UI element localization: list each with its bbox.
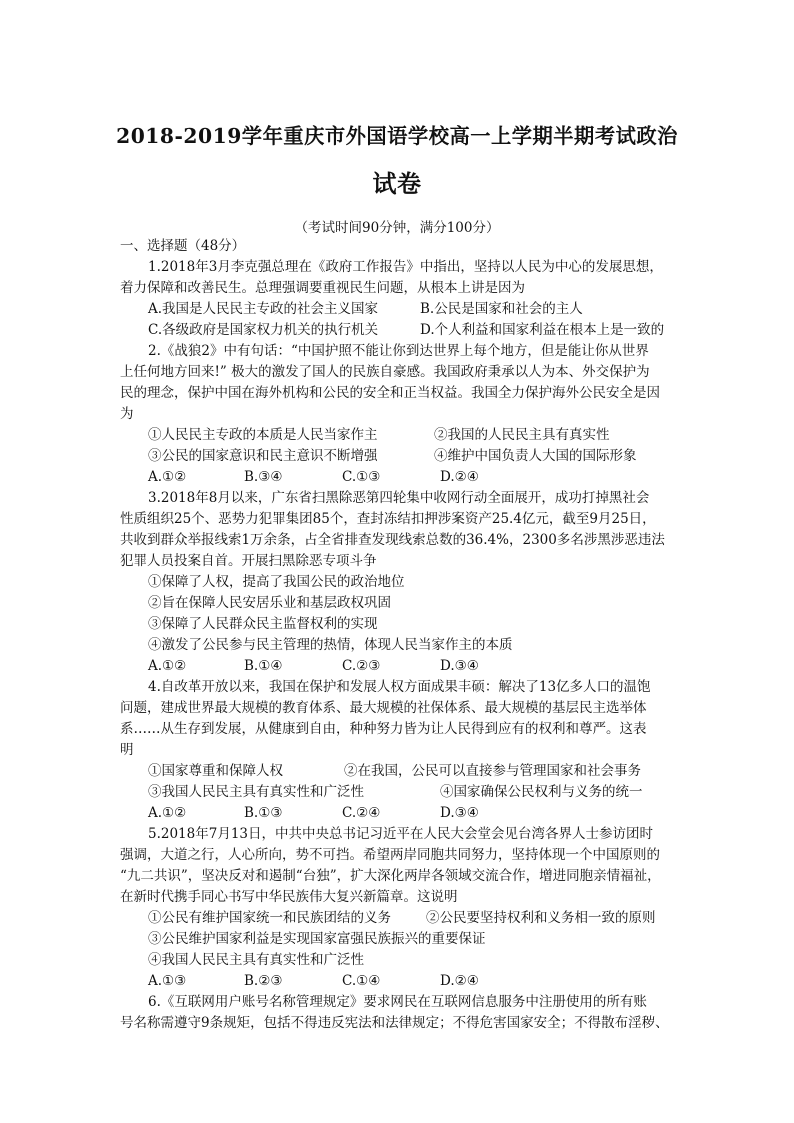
option-c: C.①④ xyxy=(342,973,381,989)
statement-3: ③我国人民民主具有真实性和广泛性 xyxy=(148,784,364,800)
statement-4: ④我国人民民主具有真实性和广泛性 xyxy=(148,952,364,968)
option-a: A.我国是人民民主专政的社会主义国家 xyxy=(148,301,379,317)
exam-subtitle: （考试时间90分钟，满分100分） xyxy=(294,220,500,236)
option-d: D.③④ xyxy=(440,805,479,821)
option-d: D.个人利益和国家利益在根本上是一致的 xyxy=(420,322,665,338)
option-b: B.公民是国家和社会的主人 xyxy=(420,301,583,317)
question-text: 上任何地方回来!” 极大的激发了国人的民族自豪感。我国政府秉承以人为本、外交保护为 xyxy=(120,364,650,380)
question-text: 着力保障和改善民生。总理强调要重视民生问题，从根本上讲是因为 xyxy=(120,280,525,296)
statement-2: ②在我国，公民可以直接参与管理国家和社会事务 xyxy=(344,763,641,779)
exam-title-line2: 试卷 xyxy=(372,169,422,198)
statement-4: ④激发了公民参与民主管理的热情，体现人民当家作主的本质 xyxy=(148,637,513,653)
question-text: 号名称需遵守9条规矩，包括不得违反宪法和法律规定；不得危害国家安全；不得散布淫秽、 xyxy=(120,1015,669,1031)
question-text: 强调，大道之行，人心所向，势不可挡。希望两岸同胞共同努力，坚持体现一个中国原则的 xyxy=(120,847,660,863)
question-text: 犯罪人员投案自首。开展扫黑除恶专项斗争 xyxy=(120,553,377,569)
option-d: D.②④ xyxy=(440,973,479,989)
question-text: 在新时代携手同心书写中华民族伟大复兴新篇章。这说明 xyxy=(120,889,458,905)
statement-1: ①人民民主专政的本质是人民当家作主 xyxy=(148,427,378,443)
statement-2: ②旨在保障人民安居乐业和基层政权巩固 xyxy=(148,595,391,611)
exam-title-line1: 2018-2019学年重庆市外国语学校高一上学期半期考试政治 xyxy=(116,124,678,148)
option-a: A.①② xyxy=(148,658,187,674)
option-d: D.②④ xyxy=(440,469,479,485)
question-text: 明 xyxy=(120,742,134,758)
statement-2: ②公民要坚持权利和义务相一致的原则 xyxy=(426,910,656,926)
option-c: C.各级政府是国家权力机关的执行机关 xyxy=(148,322,379,338)
statement-4: ④国家确保公民权利与义务的统一 xyxy=(440,784,643,800)
question-text: 3.2018年8月以来，广东省扫黑除恶第四轮集中收网行动全面展开，成功打掉黑社会 xyxy=(148,490,650,506)
statement-4: ④维护中国负责人大国的国际形象 xyxy=(434,448,637,464)
option-c: C.②④ xyxy=(342,805,381,821)
question-text: “九二共识”，坚决反对和遏制“台独”，扩大深化两岸各领域交流合作，增进同胞亲情福祉， xyxy=(120,868,661,884)
question-text: 5.2018年7月13日，中共中央总书记习近平在人民大会堂会见台湾各界人士参访团时 xyxy=(148,826,654,842)
option-d: D.③④ xyxy=(440,658,479,674)
statement-3: ③公民的国家意识和民主意识不断增强 xyxy=(148,448,378,464)
statement-1: ①公民有维护国家统一和民族团结的义务 xyxy=(148,910,391,926)
question-text: 问题，建成世界最大规模的教育体系、最大规模的社保体系、最大规模的基层民主选举体 xyxy=(120,700,647,716)
statement-3: ③保障了人民群众民主监督权利的实现 xyxy=(148,616,378,632)
statement-3: ③公民维护国家利益是实现国家富强民族振兴的重要保证 xyxy=(148,931,486,947)
statement-1: ①国家尊重和保障人权 xyxy=(148,763,283,779)
statement-2: ②我国的人民民主具有真实性 xyxy=(434,427,610,443)
option-a: A.①② xyxy=(148,469,187,485)
option-b: B.①③ xyxy=(244,805,283,821)
question-text: 共收到群众举报线索1万余条，占全省排查发现线索总数的36.4%，2300多名涉黑涉恶违法 xyxy=(120,532,665,548)
option-a: A.①③ xyxy=(148,973,187,989)
option-b: B.①④ xyxy=(244,658,283,674)
question-text: 为 xyxy=(120,406,134,422)
question-text: 性质组织25个、恶势力犯罪集团85个，查封冻结扣押涉案资产25.4亿元，截至9月25日， xyxy=(120,511,656,527)
option-b: B.②③ xyxy=(244,973,283,989)
question-text: 系……从生存到发展，从健康到自由，种种努力皆为让人民得到应有的权利和尊严。这表 xyxy=(120,721,647,737)
question-text: 6.《互联网用户账号名称管理规定》要求网民在互联网信息服务中注册使用的所有账 xyxy=(148,994,647,1010)
question-text: 4.自改革开放以来，我国在保护和发展人权方面成果丰硕：解决了13亿多人口的温饱 xyxy=(148,679,651,695)
option-c: C.①③ xyxy=(342,469,381,485)
option-c: C.②③ xyxy=(342,658,381,674)
statement-1: ①保障了人权，提高了我国公民的政治地位 xyxy=(148,574,405,590)
option-a: A.①② xyxy=(148,805,187,821)
question-text: 1.2018年3月李克强总理在《政府工作报告》中指出，坚持以人民为中心的发展思想， xyxy=(148,259,663,275)
question-text: 2.《战狼2》中有句话：“中国护照不能让你到达世界上每个地方，但是能让你从世界 xyxy=(148,343,649,359)
section-heading: 一、选择题（48分） xyxy=(120,238,246,254)
option-b: B.③④ xyxy=(244,469,283,485)
question-text: 民的理念，保护中国在海外机构和公民的安全和正当权益。我国全力保护海外公民安全是因 xyxy=(120,385,660,401)
